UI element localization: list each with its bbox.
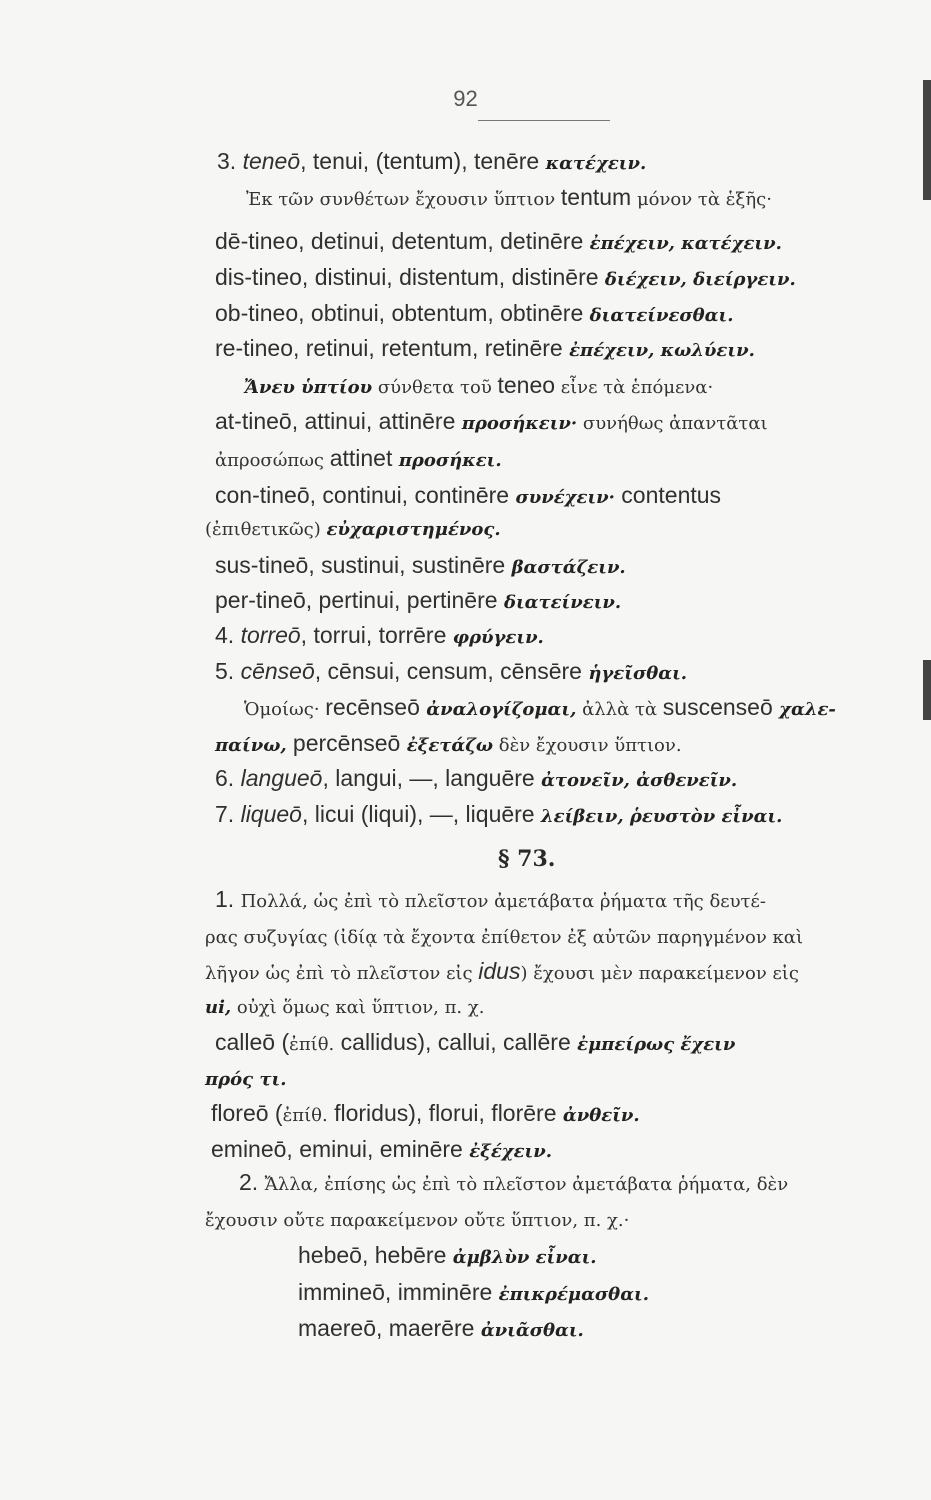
text-segment: , cēnsui, censum, cēnsēre: [314, 658, 589, 684]
text-segment: προσήκει.: [398, 450, 502, 471]
text-segment: ἐπίθ.: [282, 1105, 328, 1126]
text-segment: εἶνε τὰ ἑπόμενα·: [555, 377, 714, 398]
text-segment: συνήθως ἀπαντᾶται: [577, 413, 768, 434]
text-line: [205, 1204, 629, 1236]
text-segment: cēnseō: [240, 658, 315, 684]
text-line: [217, 146, 646, 179]
text-segment: 6.: [215, 765, 241, 791]
text-segment: 7.: [215, 801, 241, 827]
text-segment: Ὁμοίως·: [244, 699, 326, 720]
text-segment: δὲν ἔχουσιν ὕπτιον.: [493, 735, 682, 756]
text-segment: ἐπικρέμασθαι.: [498, 1284, 650, 1305]
text-line: [298, 1277, 649, 1310]
text-segment: βαστάζειν.: [511, 557, 626, 578]
text-segment: maereō, maerēre: [298, 1315, 481, 1341]
text-segment: (ἐπιθετικῶς): [205, 519, 327, 540]
text-line: [298, 1313, 584, 1346]
text-segment: , licui (liqui), —, liquēre: [301, 801, 541, 827]
text-segment: συνέχειν·: [515, 487, 615, 508]
text-segment: ἐξέχειν.: [469, 1141, 553, 1162]
text-segment: διέχειν, διείργειν.: [604, 269, 796, 290]
text-segment: , torrui, torrēre: [300, 622, 453, 648]
text-segment: , langui, —, languēre: [322, 765, 542, 791]
text-segment: οὐχὶ ὅμως καὶ ὕπτιον, π. χ.: [231, 997, 485, 1018]
text-line: [215, 763, 737, 796]
text-segment: floridus), florui, florēre: [327, 1100, 563, 1126]
text-line: [215, 884, 766, 917]
text-segment: Ἄλλα, ἐπίσης ὡς ἐπὶ τὸ πλεῖστον ἀμετάβατα ῥήματα, δὲν: [264, 1174, 789, 1195]
text-segment: ui,: [205, 997, 232, 1018]
text-segment: con-tineō, continui, continēre: [215, 482, 516, 508]
text-segment: ἐπίθ.: [289, 1034, 335, 1055]
text-segment: ἀλλὰ τὰ: [576, 699, 663, 720]
text-segment: hebeō, hebēre: [298, 1242, 453, 1268]
text-segment: σύνθετα τοῦ: [372, 377, 498, 398]
text-segment: ἔχουσιν οὔτε παρακείμενον οὔτε ὕπτιον, π. χ.·: [205, 1210, 630, 1231]
text-segment: Πολλά, ὡς ἐπὶ τὸ πλεῖστον ἀμετάβατα ῥήματα τῆς δευτέ-: [240, 891, 766, 912]
text-line: [215, 550, 626, 583]
text-segment: ) ἔχουσι μὲν παρακείμενον εἰς: [520, 963, 799, 984]
text-segment: παίνω,: [215, 735, 293, 756]
text-segment: ob-tineo, obtinui, obtentum, obtinēre: [215, 300, 590, 326]
text-segment: calleō (: [215, 1029, 290, 1055]
text-line: [205, 991, 485, 1023]
text-segment: tentum: [560, 184, 632, 210]
text-line: [215, 1027, 735, 1060]
edge-bleed: [923, 660, 931, 720]
text-line: [215, 298, 734, 331]
text-segment: ἐξετάζω: [406, 735, 494, 756]
text-segment: 4.: [215, 622, 241, 648]
text-segment: floreō (: [211, 1100, 283, 1126]
text-segment: dē-tineo, detinui, detentum, detinēre: [215, 228, 590, 254]
text-line: [215, 406, 768, 439]
text-segment: contentus: [614, 482, 722, 508]
text-segment: ἀτονεῖν, ἀσθενεῖν.: [541, 770, 738, 791]
text-segment: ἀπροσώπως: [215, 450, 330, 471]
text-segment: langueō: [240, 765, 323, 791]
text-line: [215, 656, 687, 689]
text-line: [215, 226, 782, 259]
text-segment: idus: [478, 958, 521, 984]
text-line: [211, 1098, 640, 1131]
text-line: [211, 1134, 552, 1167]
text-segment: 1.: [215, 886, 241, 912]
text-segment: λείβειν, ῥευστὸν εἶναι.: [541, 806, 783, 827]
text-line: [215, 728, 682, 761]
text-segment: emineō, eminui, eminēre: [211, 1136, 470, 1162]
text-line: [246, 182, 772, 215]
text-segment: ρας συζυγίας (ἰδίᾳ τὰ ἔχοντα ἐπίθετον ἐξ αὐτῶν παρηγμένον καὶ: [205, 927, 804, 948]
text-segment: teneō: [242, 148, 301, 174]
text-line: [244, 692, 836, 725]
text-line: [215, 799, 782, 832]
text-segment: 5.: [215, 658, 241, 684]
text-segment: dis-tineo, distinui, distentum, distinēre: [215, 264, 605, 290]
text-line: [215, 480, 721, 513]
text-line: [215, 585, 621, 618]
text-segment: ἐπέχειν, κωλύειν.: [569, 340, 755, 361]
edge-bleed: [923, 80, 931, 200]
text-line: [205, 956, 799, 989]
text-segment: § 73.: [498, 846, 556, 872]
text-segment: προσήκειν·: [461, 413, 578, 434]
text-segment: πρός τι.: [205, 1069, 287, 1090]
text-line: [215, 333, 755, 366]
text-line: [239, 1167, 788, 1200]
text-segment: ἀναλογίζομαι,: [426, 699, 577, 720]
text-segment: εὐχαριστημένος.: [326, 519, 501, 540]
text-segment: liqueō: [240, 801, 302, 827]
text-segment: recēnseō: [325, 694, 427, 720]
text-segment: at-tineō, attinui, attinēre: [215, 408, 462, 434]
text-segment: ἀνιᾶσθαι.: [480, 1320, 584, 1341]
text-segment: ἀνθεῖν.: [562, 1105, 640, 1126]
text-line: [215, 262, 796, 295]
text-segment: attinet: [329, 445, 399, 471]
text-line: [244, 370, 713, 403]
header-rule: [478, 120, 610, 121]
text-line: [205, 921, 803, 953]
text-segment: 2.: [239, 1169, 265, 1195]
text-segment: torreō: [240, 622, 301, 648]
text-segment: sus-tineō, sustinui, sustinēre: [215, 552, 512, 578]
text-segment: per-tineō, pertinui, pertinēre: [215, 587, 504, 613]
text-segment: teneo: [497, 372, 556, 398]
text-segment: suscenseō: [662, 694, 780, 720]
text-segment: ἐπέχειν, κατέχειν.: [589, 233, 782, 254]
text-segment: callidus), callui, callēre: [334, 1029, 578, 1055]
text-segment: ἀμβλὺν εἶναι.: [452, 1247, 597, 1268]
text-segment: διατείνειν.: [503, 592, 622, 613]
text-line: [205, 513, 501, 545]
text-line: [215, 620, 544, 653]
text-segment: , tenui, (tentum), tenēre: [300, 148, 546, 174]
text-line: [205, 1063, 286, 1095]
text-segment: ἡγεῖσθαι.: [588, 663, 688, 684]
text-segment: λῆγον ὡς ἐπὶ τὸ πλεῖστον εἰς: [205, 963, 479, 984]
page-number: 92: [453, 86, 478, 111]
text-line: [215, 443, 502, 476]
text-segment: χαλε-: [779, 699, 836, 720]
text-segment: immineō, imminēre: [298, 1279, 499, 1305]
text-segment: re-tineo, retinui, retentum, retinēre: [215, 335, 570, 361]
text-segment: 3.: [217, 148, 243, 174]
text-segment: Ἐκ τῶν συνθέτων ἔχουσιν ὕπτιον: [246, 189, 561, 210]
text-segment: κατέχειν.: [545, 153, 647, 174]
text-segment: percēnseō: [292, 730, 407, 756]
text-segment: φρύγειν.: [452, 627, 544, 648]
text-line: [498, 844, 555, 874]
text-line: [298, 1240, 597, 1273]
text-segment: Ἄνευ ὑπτίου: [244, 377, 373, 398]
text-segment: μόνον τὰ ἑξῆς·: [631, 189, 772, 210]
text-segment: ἐμπείρως ἔχειν: [577, 1034, 736, 1055]
text-segment: διατείνεσθαι.: [589, 305, 734, 326]
